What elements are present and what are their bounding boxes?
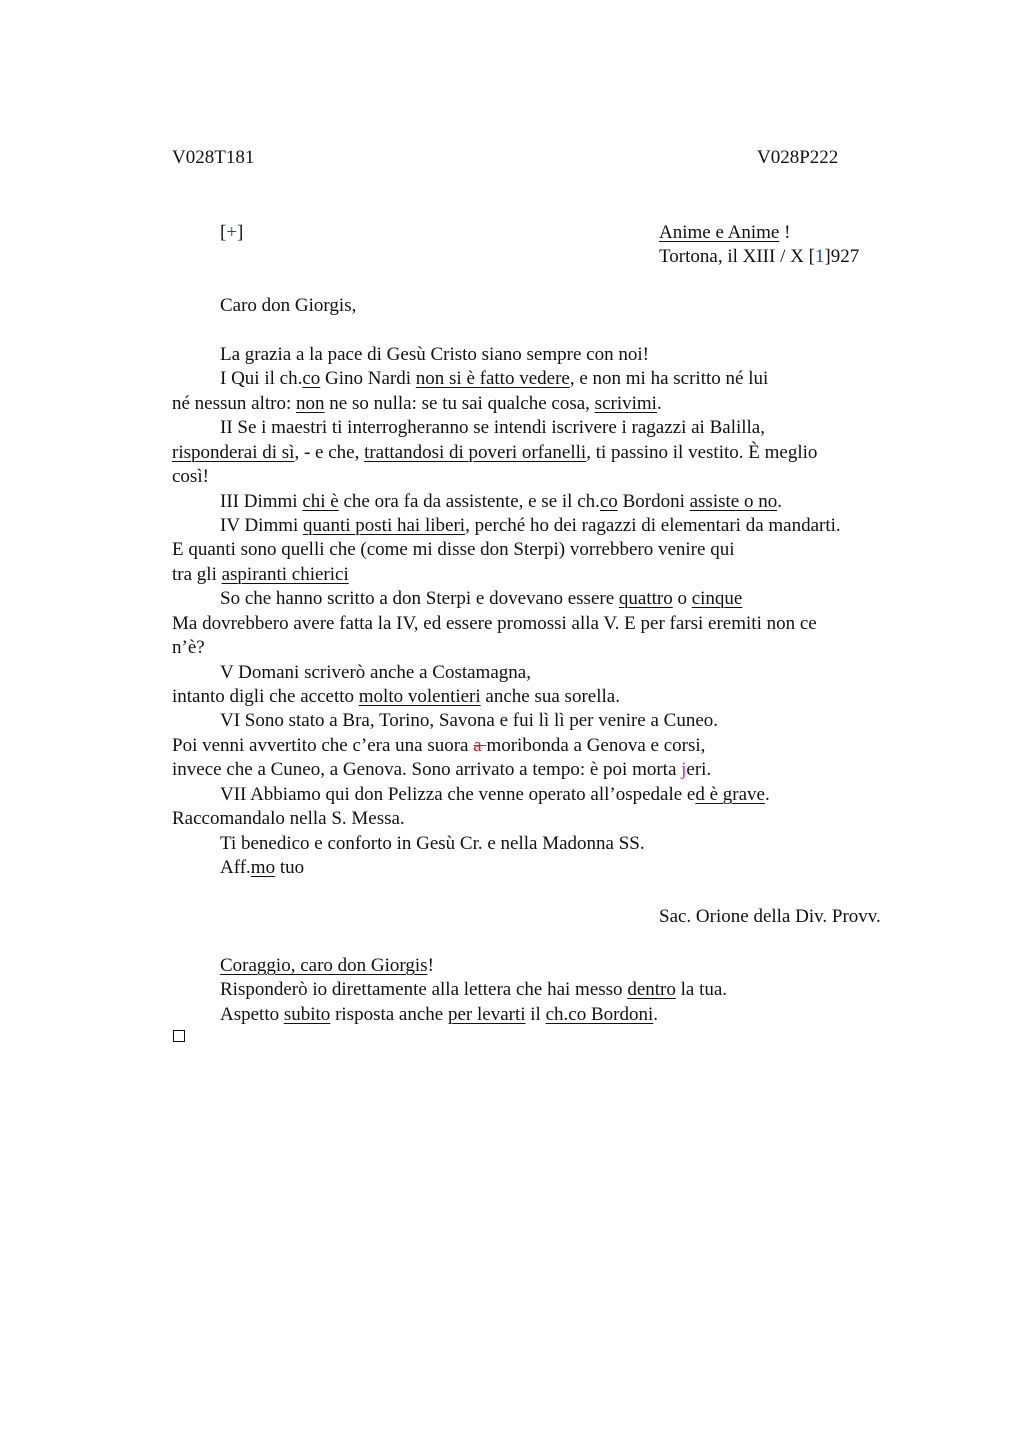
paragraph-6-line-1: VI Sono stato a Bra, Torino, Savona e fui lì lì per venire a Cuneo.	[220, 710, 719, 731]
paragraph-7-line-2: Raccomandalo nella S. Messa.	[172, 808, 405, 829]
deleted-letter: a	[473, 735, 487, 756]
paragraph-3-line-1: III Dimmi chi è che ora fa da assistente, e se il ch.co Bordoni assiste o no.	[220, 491, 782, 512]
paragraph-4-line-5: Ma dovrebbero avere fatta la IV, ed essere promossi alla V. E per farsi eremiti non ce	[172, 613, 817, 634]
signature: Sac. Orione della Div. Provv.	[659, 906, 881, 927]
postscript-line-1: Coraggio, caro don Giorgis!	[220, 955, 434, 976]
paragraph-6-line-3: invece che a Cuneo, a Genova. Sono arrivato a tempo: è poi morta jeri.	[172, 759, 712, 780]
greeting: Caro don Giorgis,	[220, 295, 357, 316]
paragraph-6-line-2: Poi venni avvertito che c’era una suora a moribonda a Genova e corsi,	[172, 735, 706, 756]
end-square-icon	[173, 1030, 185, 1042]
postscript-line-3: Aspetto subito risposta anche per levarti il ch.co Bordoni.	[220, 1004, 658, 1025]
paragraph-4-line-2: E quanti sono quelli che (come mi disse don Sterpi) vorrebbero venire qui	[172, 539, 735, 560]
paragraph-4-line-6: n’è?	[172, 637, 205, 658]
paragraph-2-line-1: II Se i maestri ti interrogheranno se intendi iscrivere i ragazzi ai Balilla,	[220, 417, 765, 438]
corrected-letter: j	[681, 759, 687, 780]
paragraph-4-line-4: So che hanno scritto a don Sterpi e dovevano essere quattro o cinque	[220, 588, 743, 609]
paragraph-2-line-3: così!	[172, 466, 209, 487]
paragraph-4-line-1: IV Dimmi quanti posti hai liberi, perché ho dei ragazzi di elementari da mandarti.	[220, 515, 841, 536]
cross-mark: [+]	[220, 222, 244, 243]
header-left-code: V028T181	[172, 147, 255, 168]
postscript-line-2: Risponderò io direttamente alla lettera che hai messo dentro la tua.	[220, 979, 728, 1000]
header-right-code: V028P222	[757, 147, 839, 168]
date-line: Tortona, il XIII / X [1]927	[659, 246, 860, 267]
paragraph-5-line-2: intanto digli che accetto molto volentieri anche sua sorella.	[172, 686, 620, 707]
intro-line: La grazia a la pace di Gesù Cristo siano sempre con noi!	[220, 344, 649, 365]
paragraph-1-line-2: né nessun altro: non ne so nulla: se tu sai qualche cosa, scrivimi.	[172, 393, 662, 414]
paragraph-1-line-1: I Qui il ch.co Gino Nardi non si è fatto vedere, e non mi ha scritto né lui	[220, 368, 769, 389]
affectionate-line: Aff.mo tuo	[220, 857, 305, 878]
motto: Anime e Anime !	[659, 222, 791, 243]
paragraph-2-line-2: risponderai di sì, - e che, trattandosi di poveri orfanelli, ti passino il vestito. È meglio	[172, 442, 818, 463]
blessing-line: Ti benedico e conforto in Gesù Cr. e nella Madonna SS.	[220, 833, 645, 854]
paragraph-5-line-1: V Domani scriverò anche a Costamagna,	[220, 662, 531, 683]
paragraph-7-line-1: VII Abbiamo qui don Pelizza che venne operato all’ospedale ed è grave.	[220, 784, 770, 805]
cross-symbol: +	[226, 222, 238, 243]
paragraph-4-line-3: tra gli aspiranti chierici	[172, 564, 349, 585]
